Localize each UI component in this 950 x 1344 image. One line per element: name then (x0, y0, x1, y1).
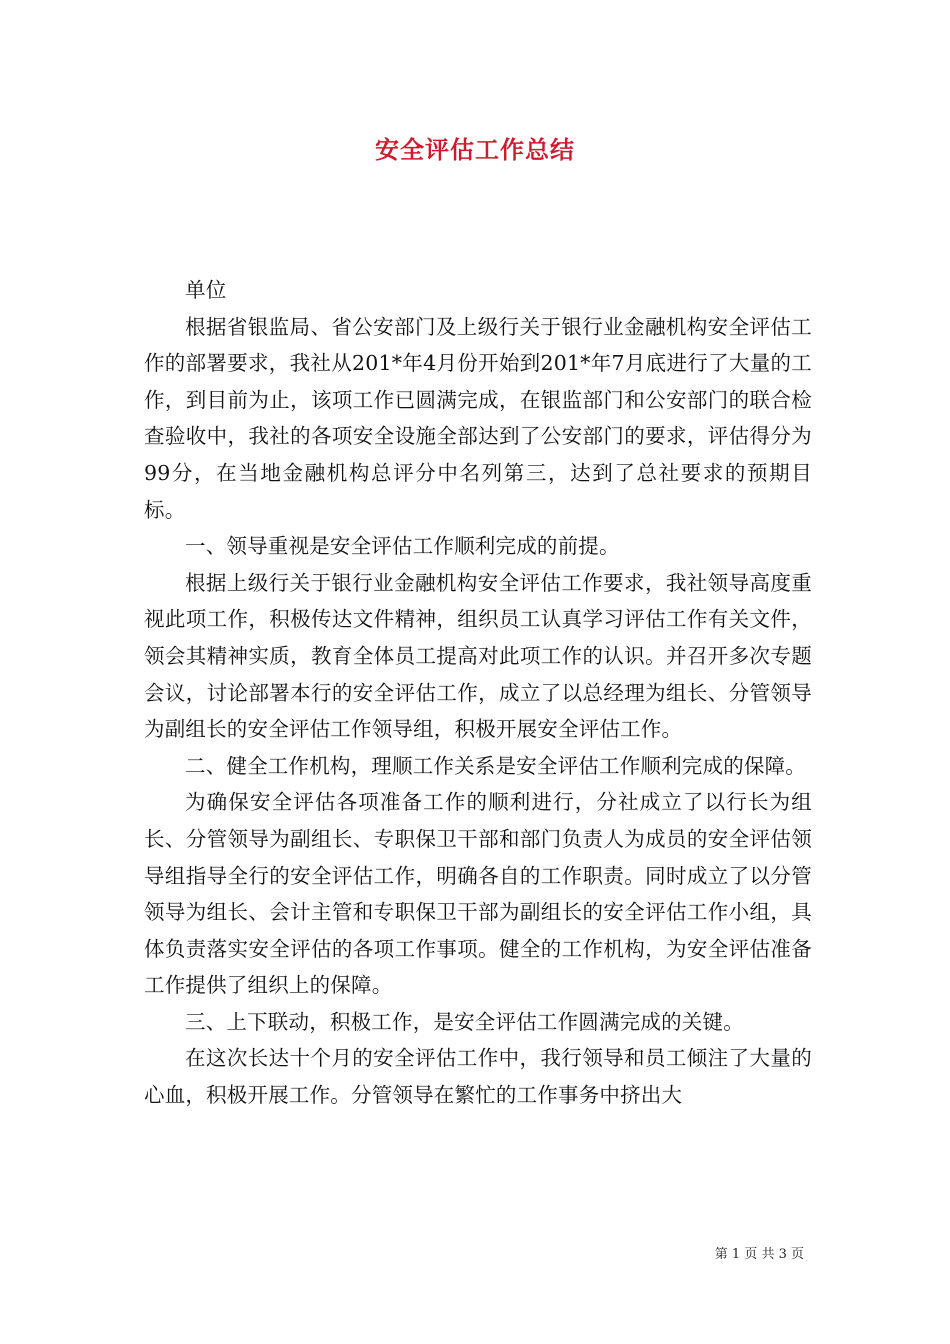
section-heading-2: 二、健全工作机构，理顺工作关系是安全评估工作顺利完成的保障。 (185, 753, 806, 778)
document-title: 安全评估工作总结 (375, 135, 575, 164)
paragraph-intro: 根据省银监局、省公安部门及上级行关于银行业金融机构安全评估工作的部署要求，我社从201*年4月份开始到201*年7月底进行了大量的工作，到目前为止，该项工作已圆满完成，在银监部门和公安部门的联合检查验收中，我社的各项安全设施全部达到了公安部门的要求，评估得分为99分，在当地金融机构总评分中名列第三，达到了总社要求的预期目标。 (144, 314, 812, 522)
page-number: 第 1 页 共 3 页 (714, 1247, 804, 1262)
section-heading-1: 一、领导重视是安全评估工作顺利完成的前提。 (185, 534, 620, 559)
paragraph-section-3: 在这次长达十个月的安全评估工作中，我行领导和员工倾注了大量的心血，积极开展工作。分管领导在繁忙的工作事务中挤出大 (144, 1046, 812, 1108)
document-body (144, 272, 812, 1114)
paragraph-section-1: 根据上级行关于银行业金融机构安全评估工作要求，我社领导高度重视此项工作，积极传达文件精神，组织员工认真学习评估工作有关文件，领会其精神实质，教育全体员工提高对此项工作的认识。并召开多次专题会议，讨论部署本行的安全评估工作，成立了以总经理为组长、分管领导为副组长的安全评估工作领导组，积极开展安全评估工作。 (144, 570, 812, 742)
paragraph-section-2: 为确保安全评估各项准备工作的顺利进行，分社成立了以行长为组长、分管领导为副组长、专职保卫干部和部门负责人为成员的安全评估领导组指导全行的安全评估工作，明确各自的工作职责。同时成立了以分管领导为组长、会计主管和专职保卫干部为副组长的安全评估工作小组，具体负责落实安全评估的各项工作事项。健全的工作机构，为安全评估准备工作提供了组织上的保障。 (144, 790, 812, 998)
section-heading-3: 三、上下联动，积极工作，是安全评估工作圆满完成的关键。 (185, 1009, 744, 1034)
paragraph-unit: 单位 (185, 278, 227, 302)
